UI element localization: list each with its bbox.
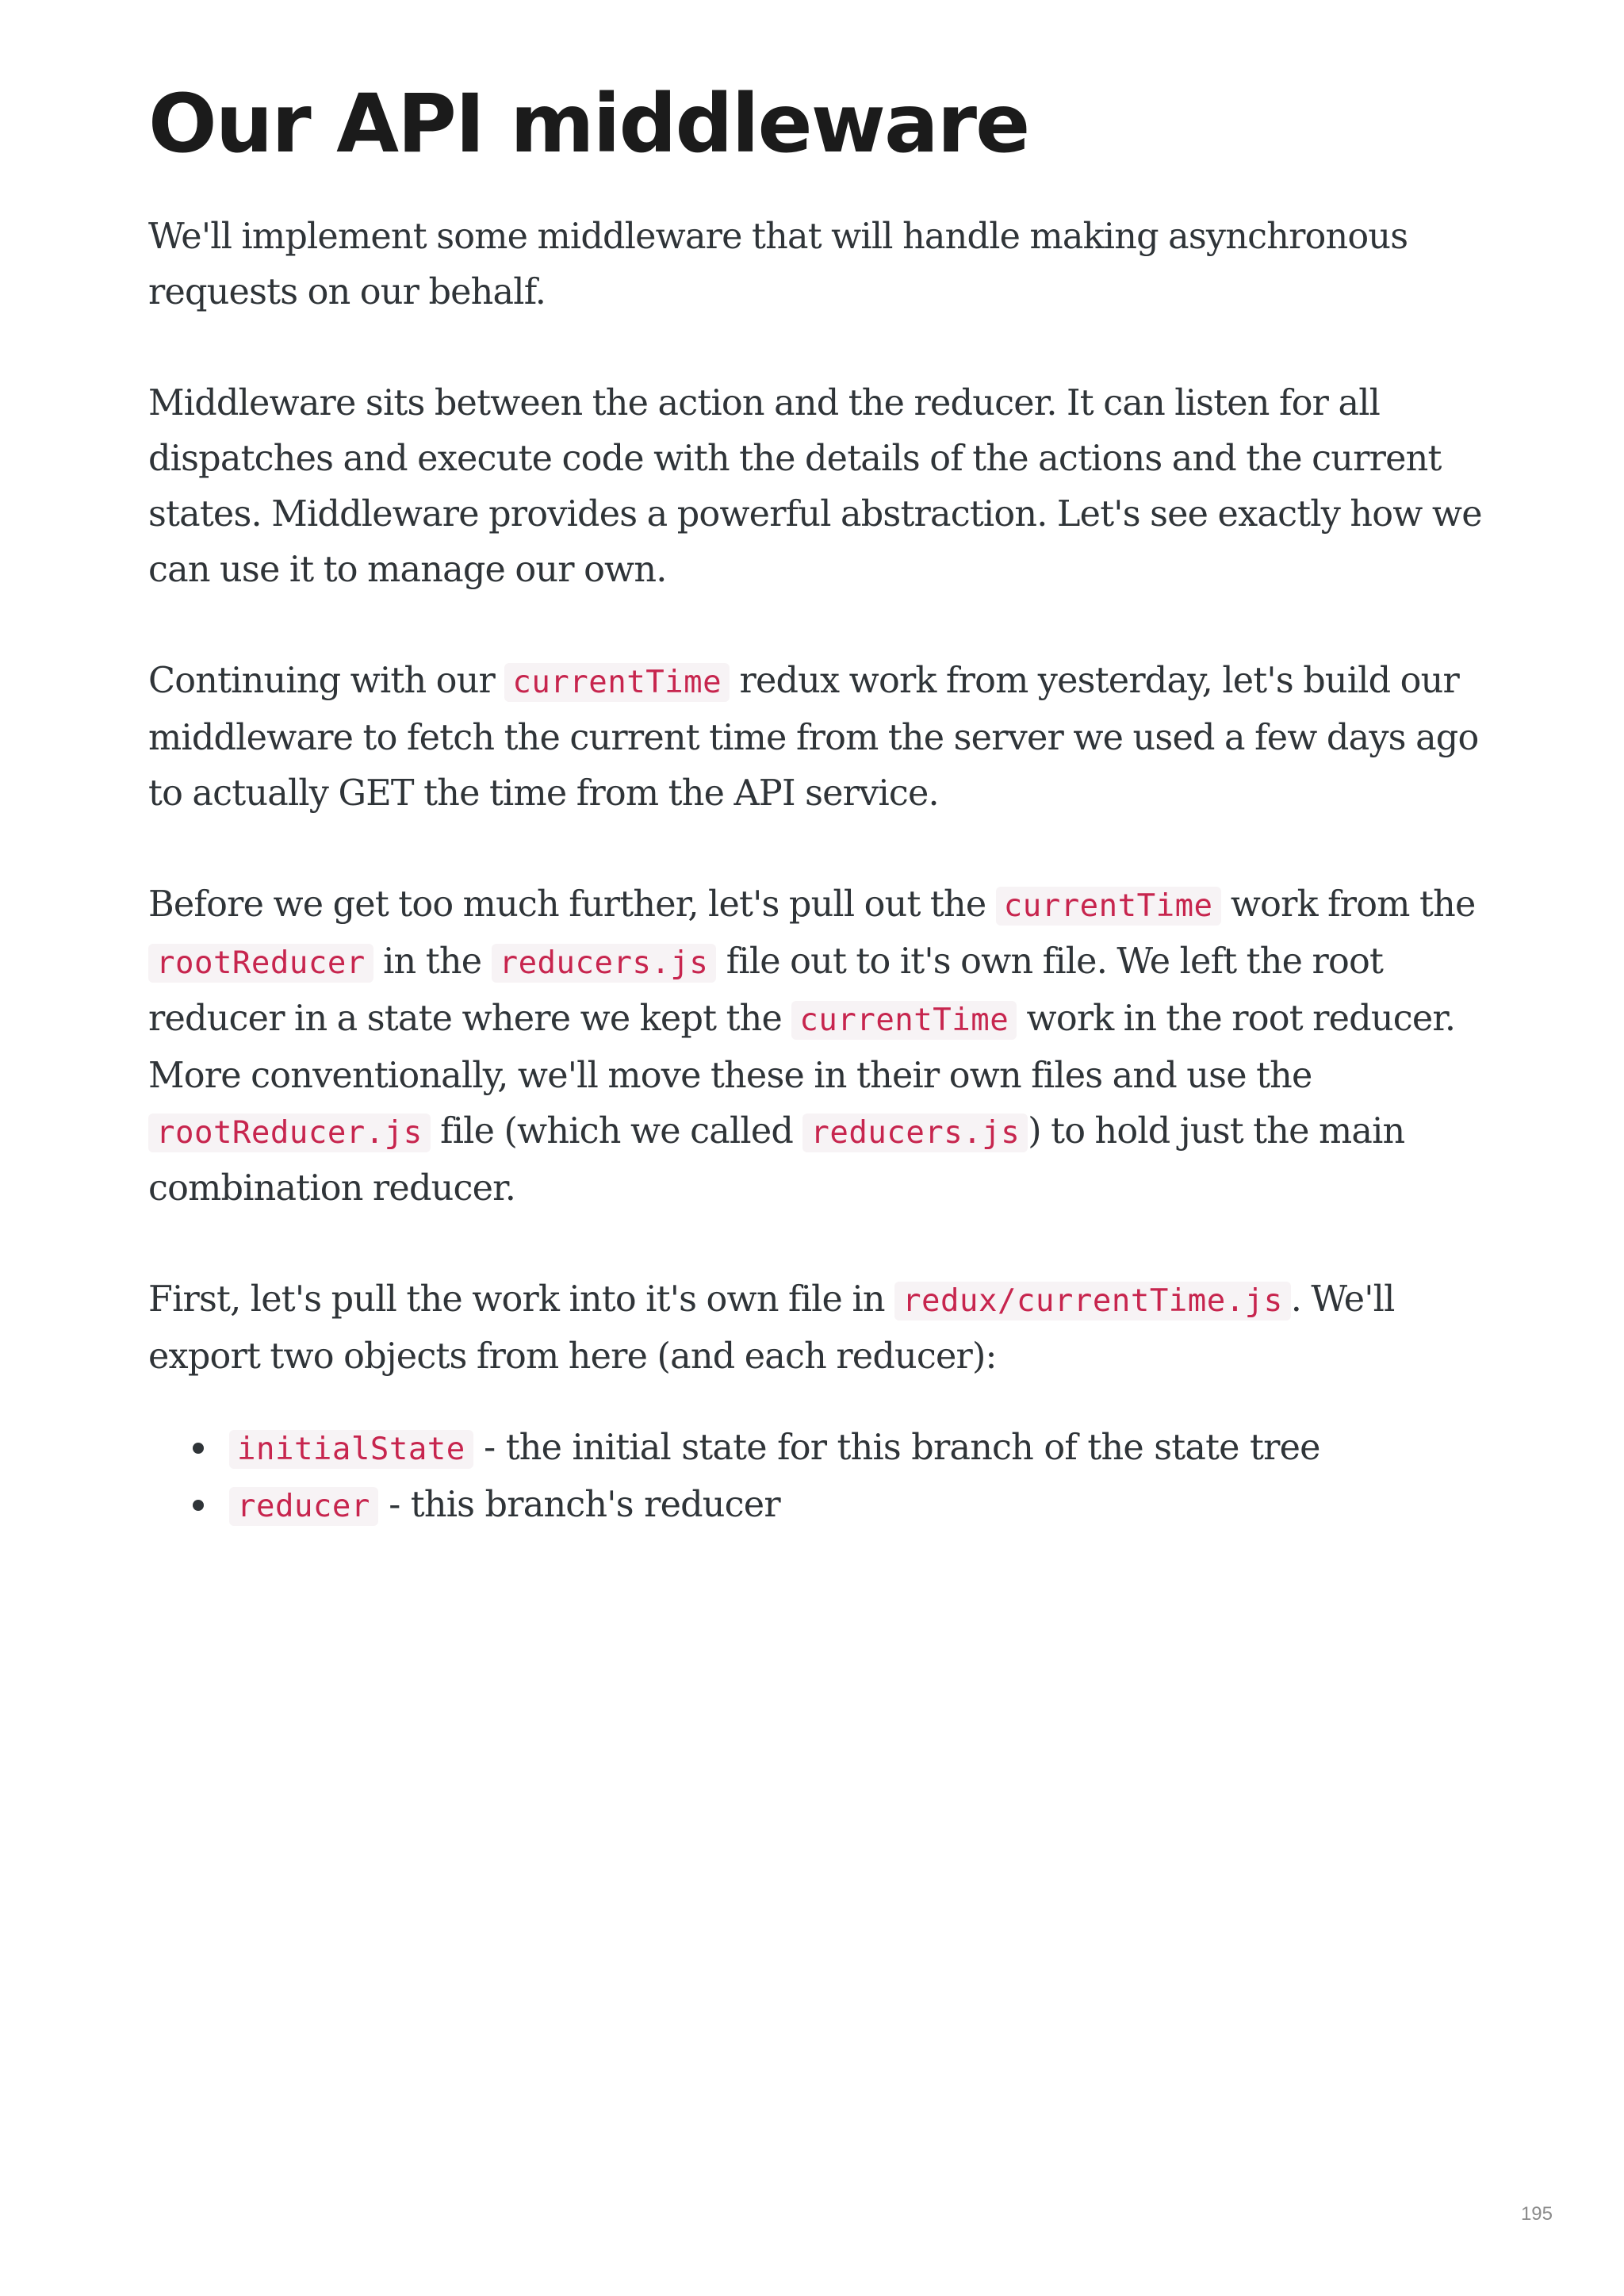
text-run: - the initial state for this branch of the state tree	[473, 1428, 1320, 1468]
inline-code: reducers.js	[492, 944, 717, 983]
text-run: First, let's pull the work into it's own file in	[148, 1279, 895, 1320]
page-title: Our API middleware	[148, 77, 1029, 171]
text-run: work in the root reducer.	[1017, 999, 1456, 1039]
paragraph-first	[148, 1272, 1496, 1385]
text-run: file (which we called	[430, 1111, 803, 1152]
text-line: requests on our behalf.	[148, 272, 546, 312]
text-line	[148, 1272, 1496, 1329]
page-content	[148, 73, 1496, 1535]
text-line: More conventionally, we'll move these in their own files and use the	[148, 1056, 1312, 1096]
text-run: ) to hold just the main	[1028, 1111, 1405, 1152]
text-line	[148, 877, 1496, 934]
bullet-icon	[193, 1500, 204, 1511]
text-line: can use it to manage our own.	[148, 550, 667, 590]
list-item	[188, 1478, 1496, 1535]
text-line: dispatches and execute code with the details of the actions and the current	[148, 439, 1442, 479]
text-run: Continuing with our	[148, 661, 505, 701]
bullet-icon	[193, 1443, 204, 1454]
text-line: combination reducer.	[148, 1168, 516, 1209]
text-line	[148, 934, 1496, 991]
text-line: Middleware sits between the action and the reducer. It can listen for all	[148, 383, 1381, 424]
text-run: . We'll	[1290, 1279, 1395, 1320]
text-run: Before we get too much further, let's pull out the	[148, 884, 996, 925]
text-run: - this branch's reducer	[377, 1485, 780, 1525]
inline-code: reducers.js	[802, 1114, 1028, 1152]
list-item	[188, 1420, 1496, 1478]
text-run: file out to it's own file. We left the root	[716, 941, 1384, 982]
paragraph-refactor	[148, 877, 1496, 1217]
text-run: work from the	[1220, 884, 1476, 925]
inline-code: reducer	[229, 1487, 378, 1526]
text-line	[148, 654, 1496, 711]
page-number: 195	[1520, 2203, 1553, 2225]
paragraph-intro	[148, 209, 1496, 320]
inline-code: initialState	[229, 1430, 473, 1469]
inline-code: currentTime	[504, 663, 730, 702]
text-run: in the	[373, 941, 492, 982]
text-run: redux work from yesterday, let's build our	[730, 661, 1459, 701]
paragraph-middleware	[148, 376, 1496, 598]
text-line	[148, 991, 1496, 1048]
inline-code: currentTime	[791, 1001, 1017, 1040]
paragraph-continuing	[148, 654, 1496, 822]
bullet-list	[148, 1420, 1496, 1535]
text-line: states. Middleware provides a powerful abstraction. Let's see exactly how we	[148, 494, 1482, 535]
inline-code: rootReducer	[148, 944, 373, 983]
text-line: to actually GET the time from the API service.	[148, 773, 939, 814]
inline-code: currentTime	[996, 887, 1221, 926]
inline-code: rootReducer.js	[148, 1114, 431, 1152]
text-line: We'll implement some middleware that will handle making asynchronous	[148, 217, 1408, 257]
text-line: export two objects from here (and each reducer):	[148, 1336, 997, 1377]
inline-code: redux/currentTime.js	[894, 1282, 1291, 1320]
text-line: middleware to fetch the current time from the server we used a few days ago	[148, 718, 1479, 758]
text-run: reducer in a state where we kept the	[148, 999, 792, 1039]
text-line	[148, 1104, 1496, 1161]
